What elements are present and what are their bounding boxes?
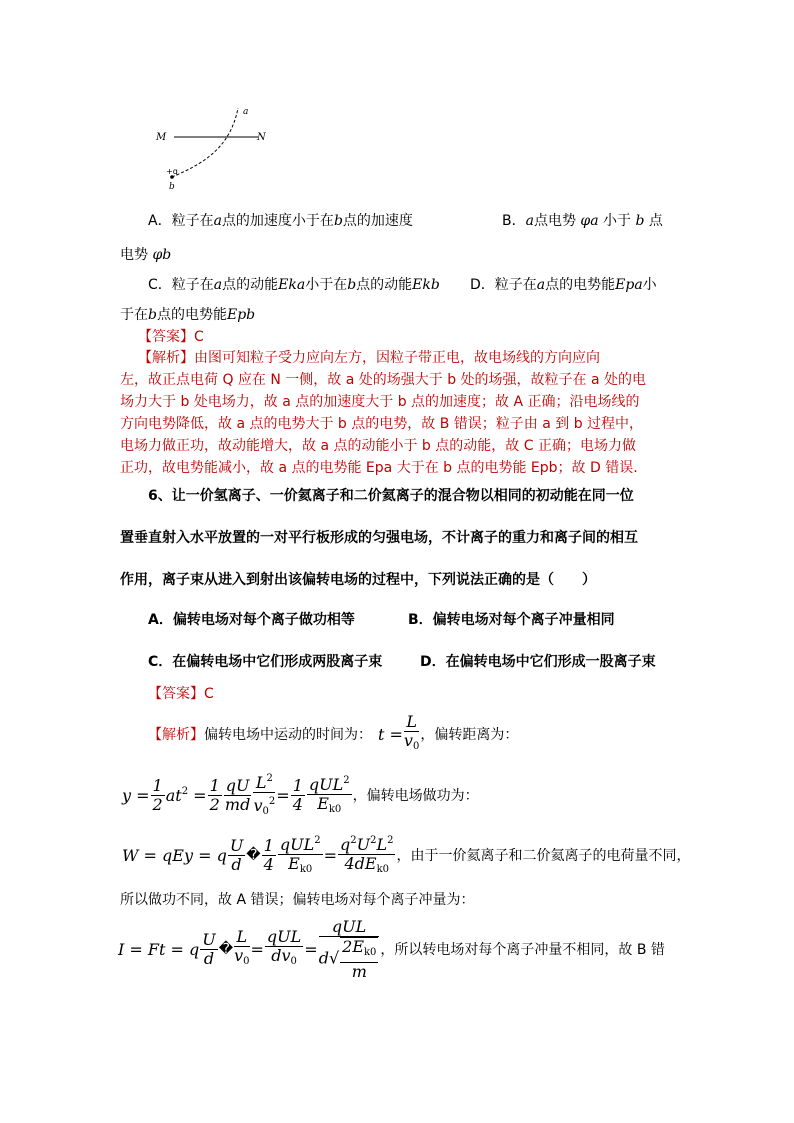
q5-analysis-l5: 电场力做正功，故动能增大，故 a 点的动能小于 b 点的动能，故 C 正确；电场力做 <box>120 438 636 454</box>
q6-analysis-time: 【解析】 偏转电场中运动的时间为： t = $\frac{L}{v_0}$ ，偏转距离为： <box>148 711 519 752</box>
q6-stem-l3: 作用，离子束从进入到射出该偏转电场的过程中，下列说法正确的是（ ） <box>120 572 596 588</box>
label-q: +q <box>166 167 178 176</box>
q5-analysis-l1: 【解析】由图可知粒子受力应向左方，因粒子带正电，故电场线的方向应向 <box>138 350 600 366</box>
q6-option-b: B．偏转电场对每个离子冲量相同 <box>408 612 615 628</box>
q6-answer: 【答案】C <box>148 686 214 702</box>
q5-option-d-cont: 于在b点的电势能Epb <box>120 307 256 323</box>
label-N: N <box>257 132 266 143</box>
q5-option-b: B．a点电势 φa 小于 b 点 <box>502 213 663 229</box>
q5-analysis-l4: 方向电势降低，故 a 点的电势大于 b 点的电势，故 B 错误；粒子由 a 到 b 过程中， <box>120 416 644 432</box>
q6-stem-l1: 6、让一价氢离子、一价氦离子和二价氦离子的混合物以相同的初动能在同一位 <box>148 488 634 504</box>
q5-option-d: D．粒子在a点的电势能Epa小 <box>470 277 657 293</box>
label-a: a <box>243 107 249 117</box>
q6-stem-l2: 置垂直射入水平放置的一对平行板形成的匀强电场，不计离子的重力和离子间的相互 <box>120 530 638 546</box>
q6-eq-work: W = qEy = q $\frac{U}{d}$ � $\frac{1}{4}$ $\frac{qUL^2}{E_{k0}}$ = $\frac{q^2U^2L^2}{4dE_{k0}}$ ，由于一价氦离子和二价氦离子的电荷量不同， <box>122 830 690 880</box>
q5-analysis-l6: 正功，故电势能减小，故 a 点的电势能 Epa 大于在 b 点的电势能 Epb；故 D 错误. <box>120 460 638 476</box>
particle-trajectory <box>172 108 238 177</box>
q6-option-d: D．在偏转电场中它们形成一股离子束 <box>420 654 656 670</box>
q5-option-a: A．粒子在a点的加速度小于在b点的加速度 <box>148 213 413 229</box>
q6-eq-deflection: y = $\frac{1}{2}$ $at^2$ = $\frac{1}{2}$ $\frac{qU}{md}$ $\frac{L^2}{v_0^2}$ = $\frac{1}{4}$ $\frac{qUL^2}{E_{k0}}$ ，偏转电场做功为： <box>122 770 479 820</box>
q6-analysis-notsame: 所以做功不同，故 A 错误；偏转电场对每个离子冲量为： <box>120 892 475 908</box>
q5-option-b-cont: 电势 φb <box>120 247 172 263</box>
q5-option-c: C．粒子在a点的动能Eka小于在b点的动能Ekb <box>148 277 440 293</box>
q6-option-c: C．在偏转电场中它们形成两股离子束 <box>148 654 383 670</box>
label-b: b <box>169 182 175 192</box>
q6-option-a: A．偏转电场对每个离子做功相等 <box>148 612 355 628</box>
q5-answer: 【答案】C <box>138 329 204 345</box>
q6-eq-impulse: I = Ft = q $\frac{U}{d}$ � $\frac{L}{v_0}$ = $\frac{\text{qUL}}{dv_0}$ = qUL d√ $\frac{2E_{k0}}{m}$ ，所以转电场对每个离子冲量不相同，故 B 错 <box>118 916 665 981</box>
label-M: M <box>156 132 167 143</box>
q5-analysis-l3: 场力大于 b 处电场力，故 a 点的加速度大于 b 点的加速度；故 A 正确；沿电场线的 <box>120 394 640 410</box>
q5-analysis-l2: 左，故正点电荷 Q 应在 N 一侧，故 a 处的场强大于 b 处的场强，故粒子在 a 处的电 <box>120 372 647 388</box>
trajectory-figure <box>150 100 280 195</box>
